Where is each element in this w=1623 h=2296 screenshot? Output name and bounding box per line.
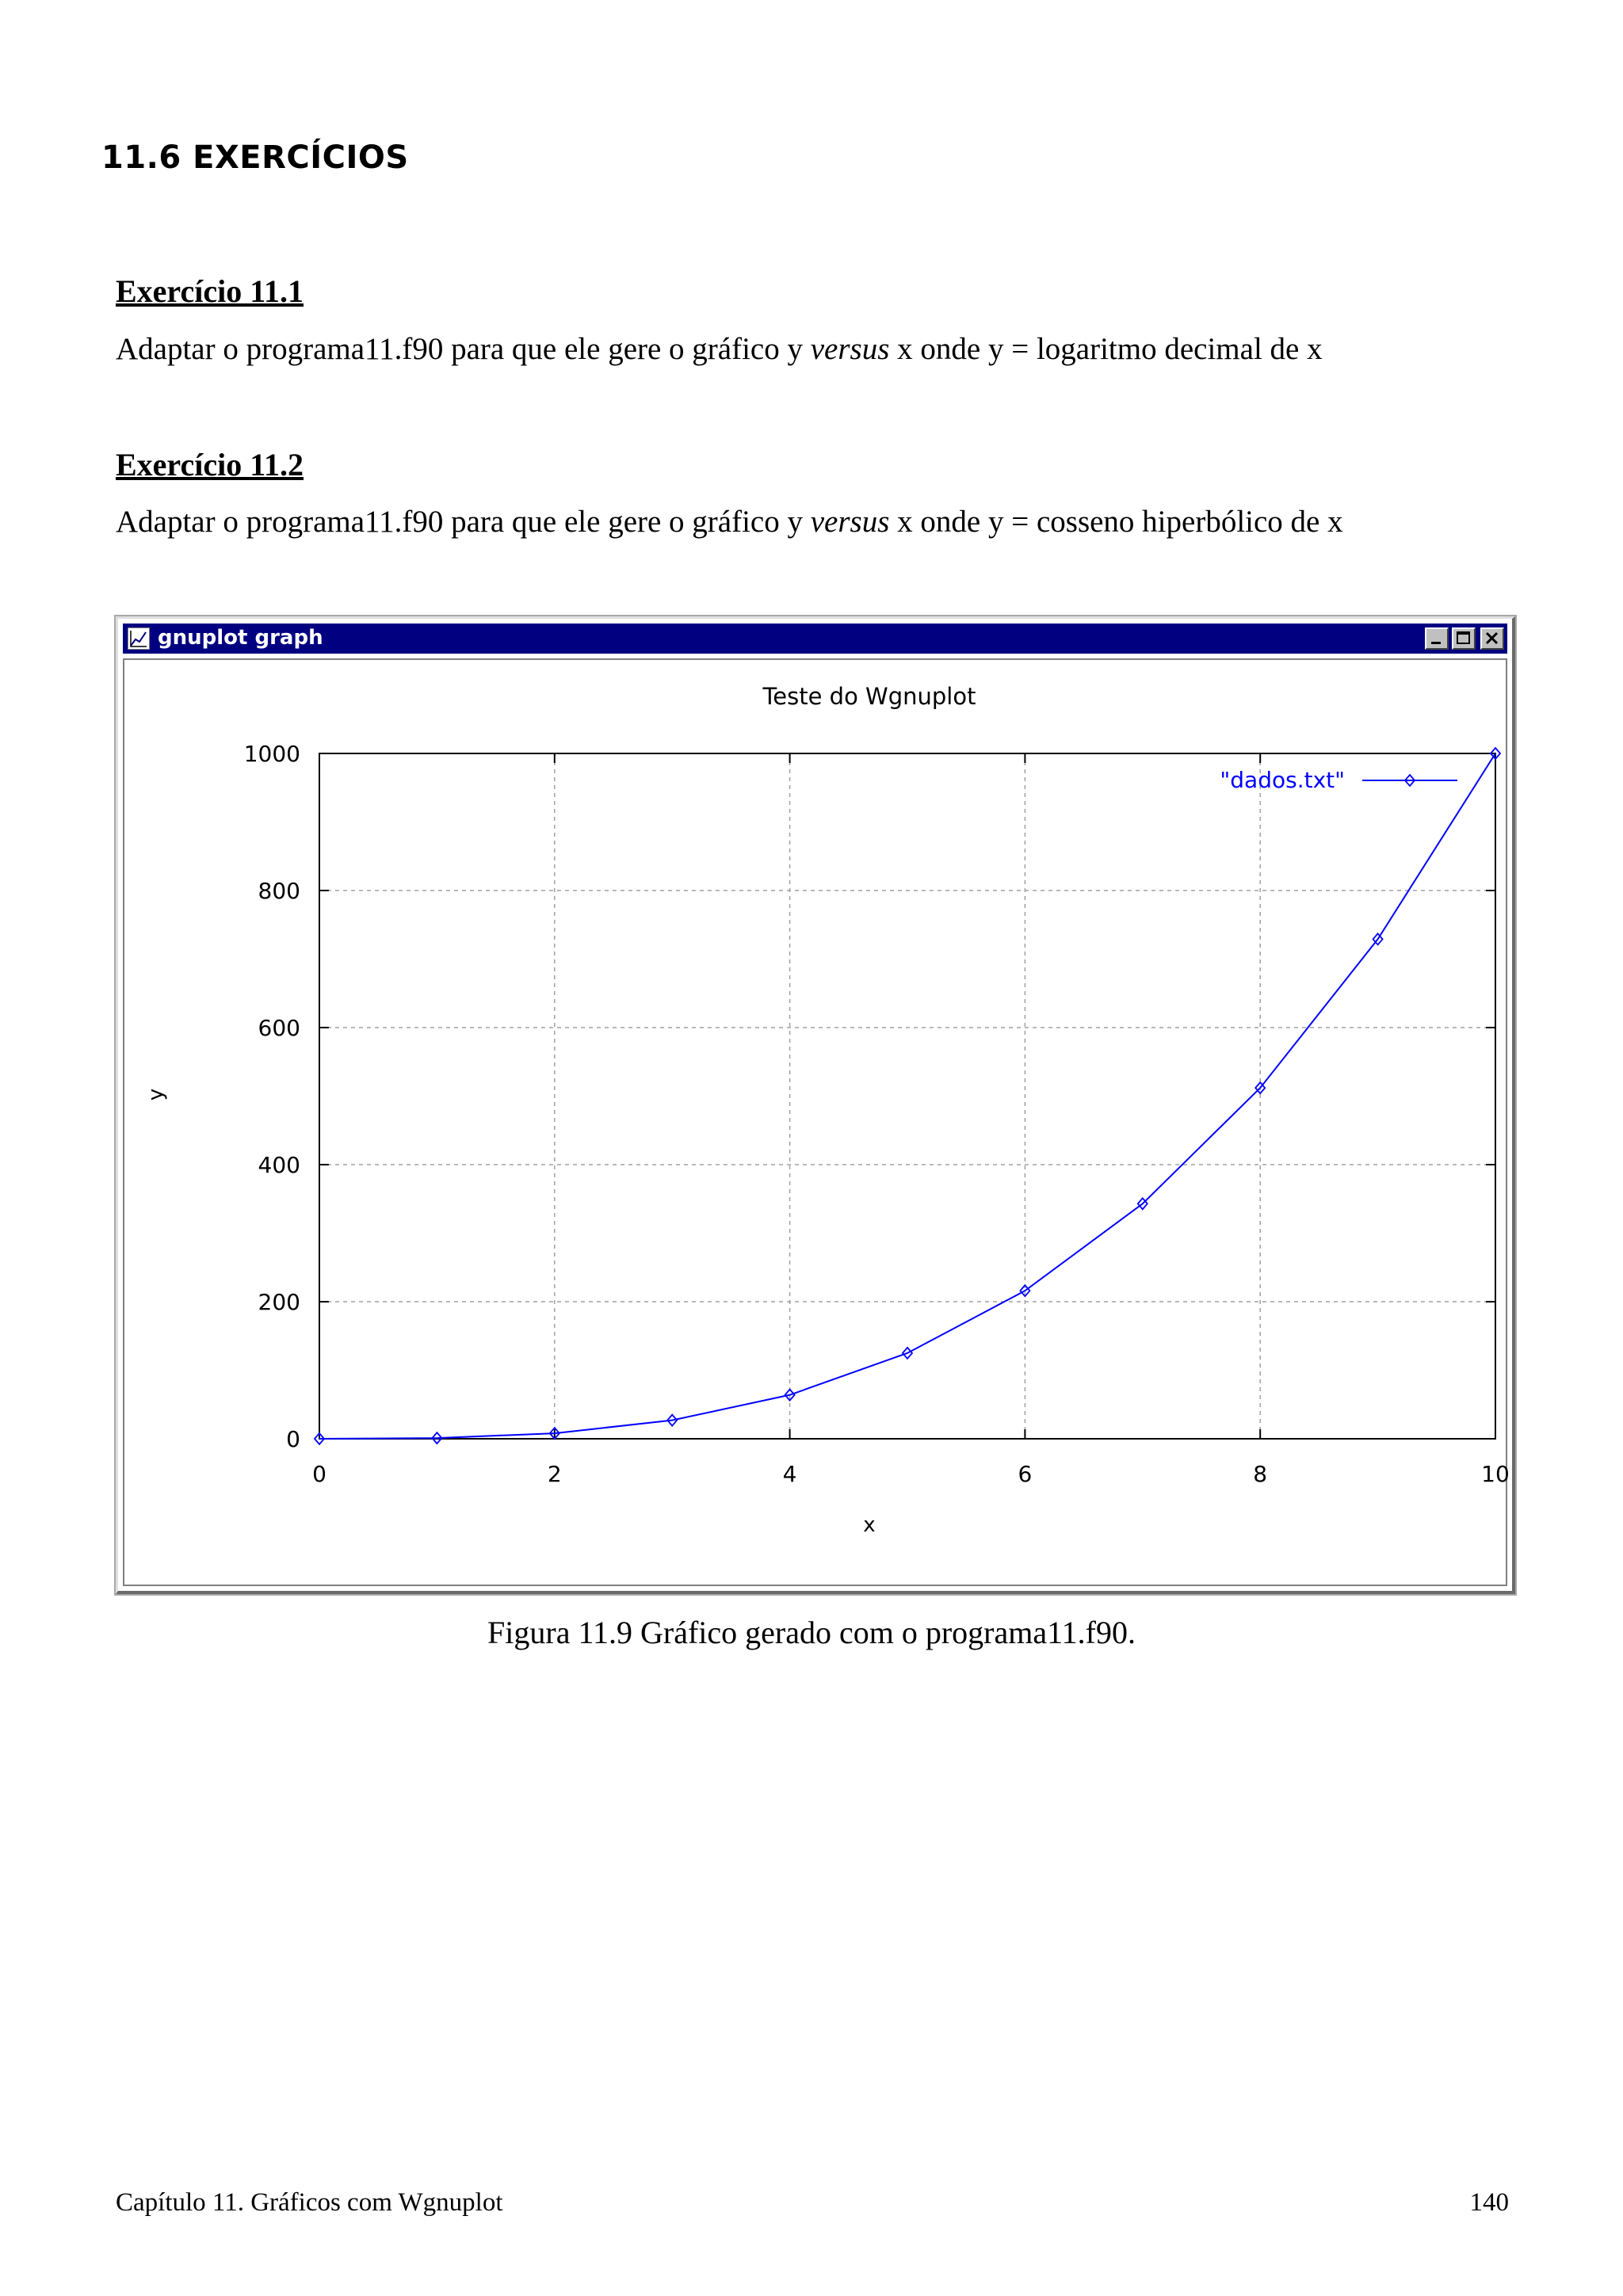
y-tick-label: 200 bbox=[258, 1289, 300, 1315]
gnuplot-app-icon[interactable] bbox=[128, 627, 150, 650]
plot-area bbox=[123, 658, 1510, 1586]
close-icon bbox=[1482, 629, 1503, 648]
exercise-11-2-title: Exercício 11.2 bbox=[116, 447, 304, 482]
x-tick-label: 6 bbox=[1018, 1461, 1033, 1487]
x-axis-label: x bbox=[863, 1513, 876, 1537]
x-tick-label: 0 bbox=[312, 1461, 327, 1487]
close-button[interactable] bbox=[1480, 627, 1504, 650]
series-line bbox=[319, 753, 1495, 1439]
figure-caption: Figura 11.9 Gráfico gerado com o programa11.f90. bbox=[487, 1615, 1136, 1650]
window-titlebar[interactable] bbox=[123, 624, 1507, 654]
footer-page-number: 140 bbox=[1469, 2188, 1509, 2217]
exercise-11-2-text: Adaptar o programa11.f90 para que ele gere o gráfico y versus x onde y = cosseno hiperbólico de x bbox=[116, 505, 1343, 539]
chart-title: Teste do Wgnuplot bbox=[762, 683, 976, 710]
y-tick-label: 0 bbox=[286, 1426, 300, 1452]
maximize-button[interactable] bbox=[1452, 627, 1476, 650]
y-tick-label: 800 bbox=[258, 878, 300, 904]
legend-label: "dados.txt" bbox=[1220, 767, 1345, 793]
exercise-11-1-text: Adaptar o programa11.f90 para que ele gere o gráfico y versus x onde y = logaritmo decimal de x bbox=[116, 332, 1323, 366]
y-tick-label: 1000 bbox=[243, 741, 300, 767]
y-tick-label: 600 bbox=[258, 1015, 300, 1041]
maximize-icon bbox=[1453, 629, 1474, 648]
gnuplot-chart bbox=[124, 660, 1510, 1585]
window-title: gnuplot graph bbox=[158, 626, 323, 650]
x-tick-label: 8 bbox=[1253, 1461, 1268, 1487]
plot-frame bbox=[319, 753, 1495, 1439]
footer-chapter: Capítulo 11. Gráficos com Wgnuplot bbox=[116, 2188, 503, 2217]
x-tick-label: 10 bbox=[1481, 1461, 1510, 1487]
x-tick-label: 2 bbox=[547, 1461, 562, 1487]
minimize-icon bbox=[1426, 629, 1447, 648]
section-heading: 11.6 EXERCÍCIOS bbox=[101, 139, 409, 176]
gnuplot-window bbox=[116, 616, 1515, 1594]
exercise-11-1-title: Exercício 11.1 bbox=[116, 273, 304, 309]
y-tick-label: 400 bbox=[258, 1152, 300, 1178]
minimize-button[interactable] bbox=[1425, 627, 1449, 650]
x-tick-label: 4 bbox=[782, 1461, 797, 1487]
y-axis-label: y bbox=[144, 1088, 168, 1101]
